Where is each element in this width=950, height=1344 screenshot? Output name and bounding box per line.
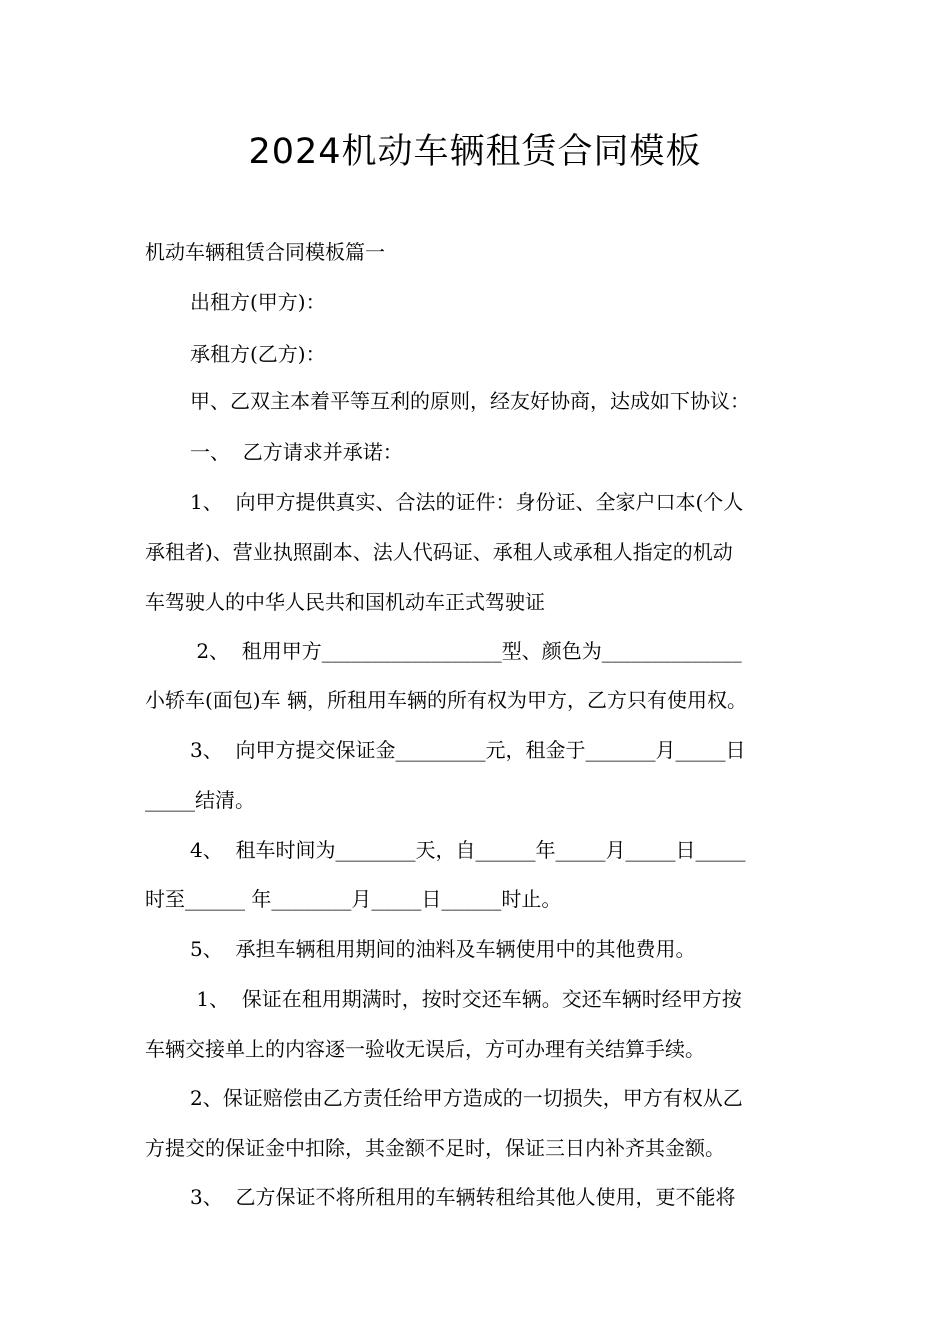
agreement-intro: 甲、乙双主本着平等互利的原则，经友好协商，达成如下协议： <box>190 389 750 413</box>
paragraph-line: 4、 租车时间为________天，自______年_____月_____日_____ <box>190 838 746 862</box>
document-title: 2024机动车辆租赁合同模板 <box>248 132 702 172</box>
paragraph-line: 车辆交接单上的内容逐一验收无误后，方可办理有关结算手续。 <box>145 1037 705 1061</box>
paragraph-line: 1、 向甲方提供真实、合法的证件：身份证、全家户口本(个人 <box>190 490 744 514</box>
section-heading: 机动车辆租赁合同模板篇一 <box>145 240 385 264</box>
paragraph-line: 5、 承担车辆租用期间的油料及车辆使用中的其他费用。 <box>190 937 696 961</box>
paragraph-line: 方提交的保证金中扣除，其金额不足时，保证三日内补齐其金额。 <box>145 1136 725 1160</box>
paragraph-line: 2、保证赔偿由乙方责任给甲方造成的一切损失，甲方有权从乙 <box>190 1086 743 1110</box>
clause-heading: 一、 乙方请求并承诺： <box>190 440 403 464</box>
paragraph-line: 小轿车(面包)车 辆，所租用车辆的所有权为甲方，乙方只有使用权。 <box>145 688 747 712</box>
paragraph-line: _____结清。 <box>145 788 255 812</box>
lessee-field: 承租方(乙方)： <box>190 342 326 366</box>
paragraph-line: 车驾驶人的中华人民共和国机动车正式驾驶证 <box>145 590 545 614</box>
paragraph-line: 1、 保证在租用期满时，按时交还车辆。交还车辆时经甲方按 <box>190 987 742 1011</box>
paragraph-line: 承租者)、营业执照副本、法人代码证、承租人或承租人指定的机动 <box>145 540 733 564</box>
paragraph-line: 2、 租用甲方__________________型、颜色为______________ <box>190 639 742 663</box>
paragraph-line: 3、 向甲方提交保证金_________元，租金于_______月_____日 <box>190 738 746 762</box>
paragraph-line: 时至______ 年________月_____日______时止。 <box>145 887 562 911</box>
paragraph-line: 3、 乙方保证不将所租用的车辆转租给其他人使用，更不能将 <box>190 1185 736 1209</box>
lessor-field: 出租方(甲方)： <box>190 290 326 314</box>
